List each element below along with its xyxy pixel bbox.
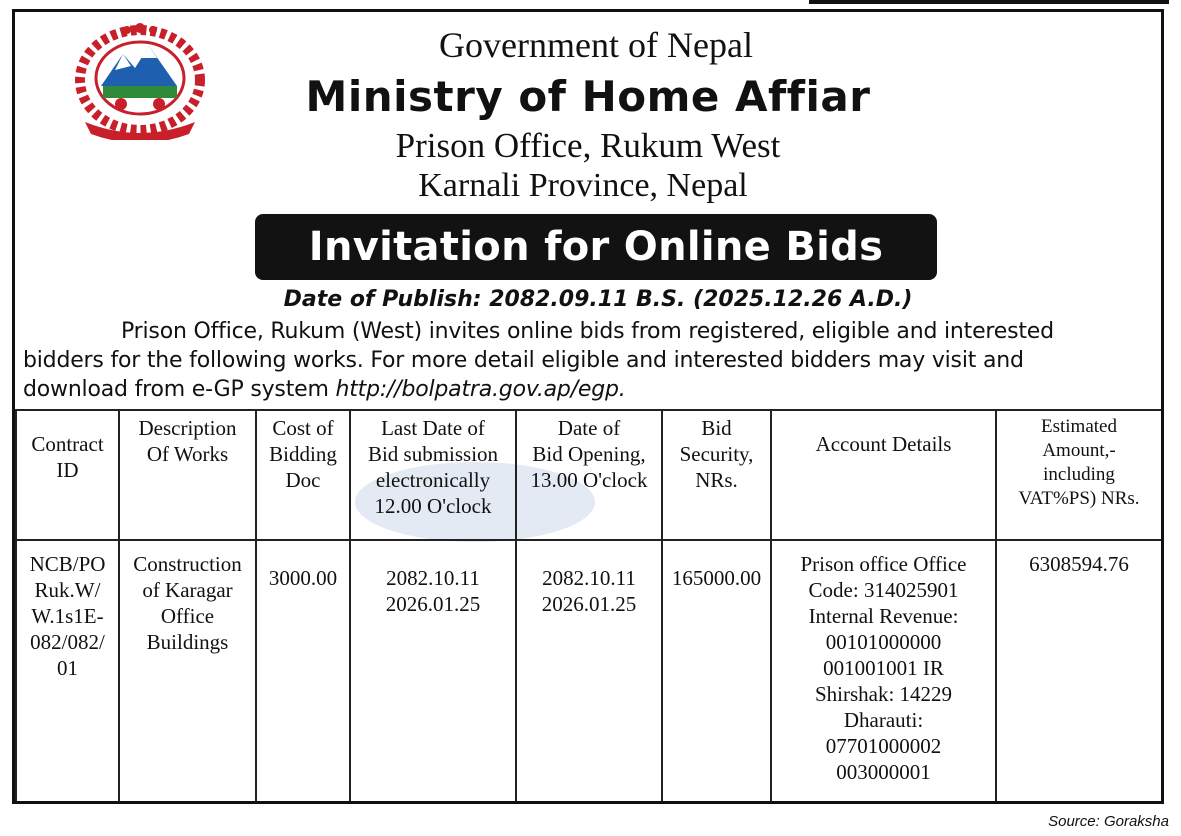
paragraph-line: bidders for the following works. For more detail eligible and interested bidders may visit and [23,348,1024,373]
egp-link[interactable]: http://bolpatra.gov.ap/egp. [335,377,626,402]
header-contract-id: Contract ID [16,410,119,540]
cell-description: Construction of Karagar Office Buildings [119,540,256,804]
cell-bid-security: 165000.00 [662,540,771,804]
header-bid-security: Bid Security, NRs. [662,410,771,540]
header-estimated-amount: Estimated Amount,- including VAT%PS) NRs. [996,410,1162,540]
bid-table-wrapper [15,409,1161,804]
header-description: Description Of Works [119,410,256,540]
bid-table [15,409,1163,804]
top-border-line [809,0,1169,4]
government-title: Government of Nepal [439,25,753,65]
cell-estimated-amount: 6308594.76 [996,540,1162,804]
header-cost: Cost of Bidding Doc [256,410,350,540]
notice-title-banner: Invitation for Online Bids [255,214,937,280]
paragraph-text: download from e-GP system [23,377,336,402]
cell-opening-date: 2082.10.11 2026.01.25 [516,540,662,804]
paragraph-line [23,375,1161,404]
cell-cost: 3000.00 [256,540,350,804]
cell-last-date: 2082.10.11 2026.01.25 [350,540,516,804]
header-opening-date: Date of Bid Opening, 13.00 O'clock [516,410,662,540]
tender-notice [12,9,1164,804]
table-header-row [16,410,1162,540]
cell-account-details: Prison office Office Code: 314025901 Internal Revenue: 00101000000 001001001 IR Shirshak: 14229 Dharauti: 07701000002 003000001 [771,540,996,804]
ministry-title: Ministry of Home Affiar [305,72,871,121]
cell-contract-id: NCB/PO Ruk.W/ W.1s1E- 082/082/ 01 [16,540,119,804]
publish-date: Date of Publish: 2082.09.11 B.S. (2025.12.26 A.D.) [283,287,913,312]
paragraph-line: Prison Office, Rukum (West) invites online bids from registered, eligible and interested [121,319,1054,344]
office-title: Prison Office, Rukum West [395,126,781,165]
source-credit: Source: Goraksha [1048,813,1169,830]
province-title: Karnali Province, Nepal [418,167,748,204]
header-last-date: Last Date of Bid submission electronically 12.00 O'clock [350,410,516,540]
header-account-details: Account Details [771,410,996,540]
table-row [16,540,1162,804]
notice-paragraph [23,317,1161,404]
